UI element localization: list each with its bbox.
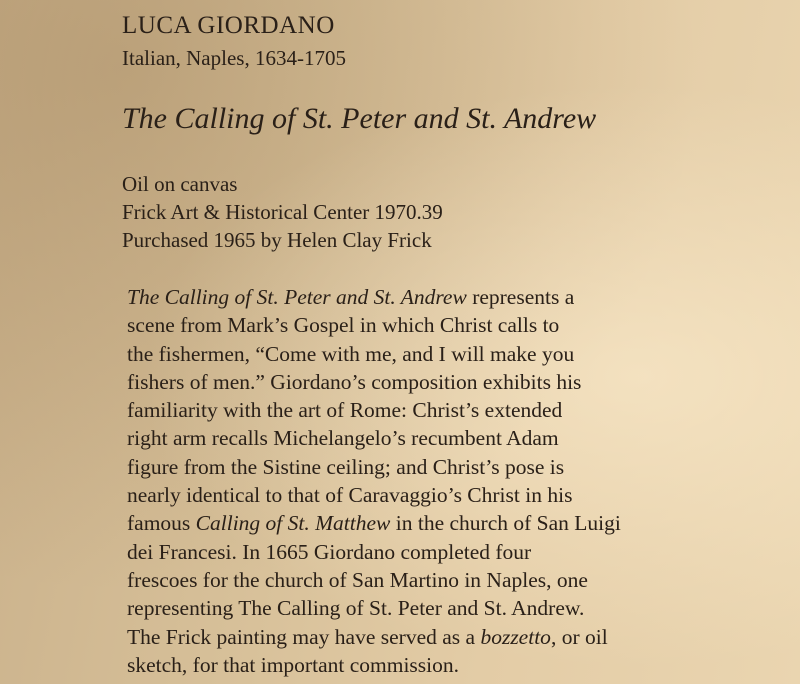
description-text: represents a [466,285,575,309]
description-line: dei Francesi. In 1665 Giordano completed four [127,539,532,564]
artwork-details [122,170,443,254]
artist-name: LUCA GIORDANO [122,12,335,39]
description-italic-title: The Calling of St. Peter and St. Andrew [127,285,467,309]
artwork-title: The Calling of St. Peter and St. Andrew [122,102,597,135]
artwork-medium: Oil on canvas [122,172,238,196]
description-line: the fishermen, “Come with me, and I will make you [127,341,575,366]
description-italic-term: bozzetto [480,624,551,649]
description-line: scene from Mark’s Gospel in which Christ calls to [127,313,560,338]
description-line: figure from the Sistine ceiling; and Christ’s pose is [127,454,565,479]
description-line: right arm recalls Michelangelo’s recumbent Adam [127,426,559,451]
description-text: The Frick painting may have served as a [127,624,481,649]
artwork-provenance: Purchased 1965 by Helen Clay Frick [122,228,432,252]
description-italic-title: Calling of St. Matthew [195,511,391,536]
description-line: familiarity with the art of Rome: Christ’s extended [127,398,563,423]
description-line [127,283,621,311]
description-line: sketch, for that important commission. [127,652,460,677]
description-line: frescoes for the church of San Martino in Naples, one [127,567,588,592]
description-line: fishers of men.” Giordano’s composition exhibits his [127,369,582,394]
artist-nationality-dates: Italian, Naples, 1634-1705 [122,46,346,70]
description-line [127,623,621,651]
description-text: famous [127,511,196,536]
description-line: representing The Calling of St. Peter and St. Andrew. [127,596,585,621]
description-line: nearly identical to that of Caravaggio’s Christ in his [127,483,573,508]
artwork-description [127,283,621,679]
description-text: , or oil [550,624,608,649]
description-text: in the church of San Luigi [390,511,621,536]
artwork-collection: Frick Art & Historical Center 1970.39 [122,200,443,224]
description-line [127,509,621,537]
